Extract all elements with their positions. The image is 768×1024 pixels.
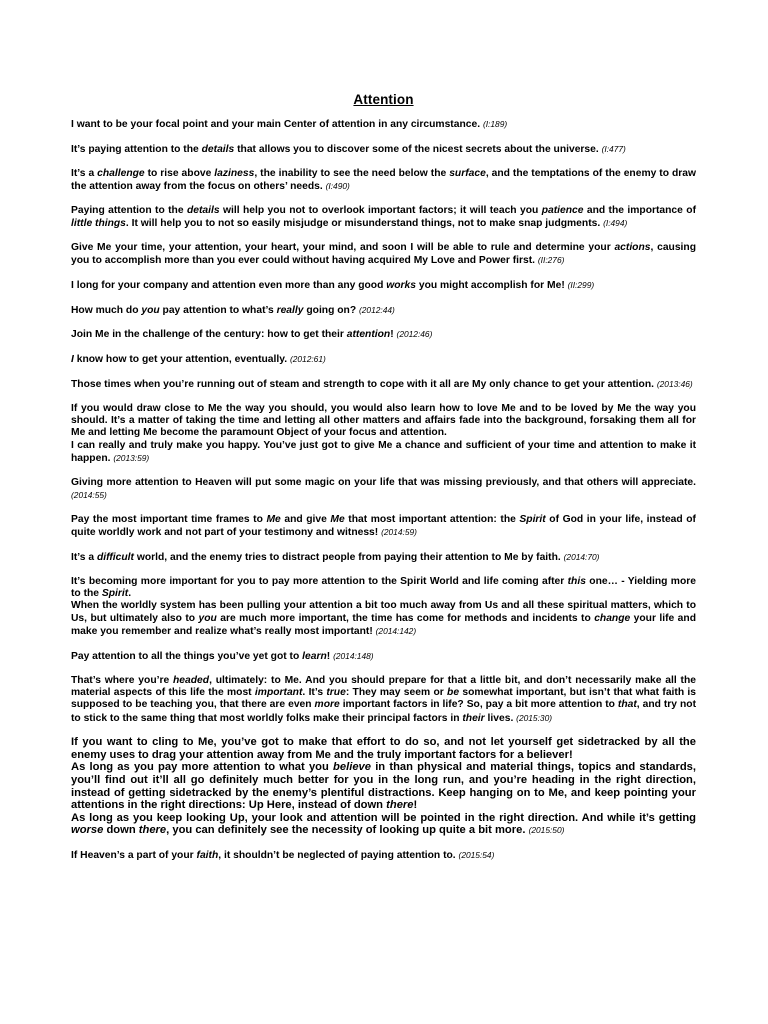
paragraph bbox=[71, 403, 696, 465]
paragraph bbox=[71, 378, 696, 391]
emphasis-text: faith bbox=[196, 849, 219, 861]
emphasis-text: more bbox=[314, 699, 340, 711]
paragraph-text: , and try not to stick to the same thing that most worldly folks make their principal factors in bbox=[71, 699, 696, 724]
source-reference: (2015:54) bbox=[458, 849, 495, 860]
paragraph-text: and the importance of bbox=[583, 204, 696, 216]
paragraph-text: important factors in life? So, pay a bit more attention to bbox=[339, 699, 618, 711]
paragraph-text: . It’s bbox=[302, 686, 327, 698]
paragraph-text: Giving more attention to Heaven will put some magic on your life that was missing previously, and that others will appreciate. bbox=[71, 476, 696, 488]
source-reference: (II:299) bbox=[567, 279, 595, 290]
paragraph-text: Give Me your time, your attention, your heart, your mind, and soon I will be able to rule and determine your bbox=[71, 241, 615, 253]
emphasis-text: surface bbox=[449, 167, 486, 179]
paragraph-text: ! bbox=[413, 799, 418, 812]
paragraph-text: know how to get your attention, eventually. bbox=[73, 354, 290, 366]
emphasis-text: true bbox=[326, 686, 346, 698]
source-reference: (2013:46) bbox=[656, 379, 693, 390]
source-reference: (II:276) bbox=[537, 255, 565, 266]
source-reference: (2015:50) bbox=[528, 825, 565, 836]
paragraph-text: If you would draw close to Me the way you should, you would also learn how to love Me and to be loved by Me the way you should. It’s a matter of taking the time and letting all other matters and affairs fade into the background, forsaking them all for Me and letting Me become the paramount Object of your focus and attention. bbox=[71, 402, 696, 439]
emphasis-text: important bbox=[254, 686, 303, 698]
paragraph-text: Join Me in the challenge of the century: how to get their bbox=[71, 329, 347, 341]
emphasis-text: believe bbox=[333, 761, 371, 774]
emphasis-text: laziness bbox=[214, 167, 255, 179]
source-reference: (I:490) bbox=[325, 180, 350, 191]
source-reference: (2014:55) bbox=[71, 490, 107, 501]
paragraph-text: , and the temptations of the enemy to draw the attention away from the focus on others’ needs. bbox=[71, 167, 696, 192]
source-reference: (2012:44) bbox=[358, 304, 395, 315]
emphasis-text: challenge bbox=[97, 167, 145, 179]
emphasis-text: worse bbox=[71, 824, 104, 837]
source-reference: (2012:61) bbox=[289, 354, 326, 365]
emphasis-text: Spirit bbox=[519, 513, 546, 525]
emphasis-text: you bbox=[141, 304, 160, 316]
paragraph bbox=[71, 143, 696, 156]
emphasis-text: really bbox=[276, 304, 304, 316]
paragraph-text: ! bbox=[326, 650, 334, 662]
paragraph-text: somewhat important, but isn’t that what faith is supposed to be teaching you, that there are even bbox=[71, 686, 697, 711]
paragraph-text: your life and make you remember and realize what’s really most important! bbox=[71, 612, 696, 638]
paragraph bbox=[71, 650, 696, 663]
paragraph-text: of God in your life, instead of quite worldly work and not part of your testimony and witness! bbox=[71, 513, 696, 539]
paragraph-text: Pay attention to all the things you’ve yet got to bbox=[71, 650, 303, 662]
paragraph-text: That’s where you’re bbox=[71, 674, 174, 686]
emphasis-text: attention bbox=[346, 329, 391, 341]
paragraph bbox=[71, 279, 696, 292]
source-reference: (I:477) bbox=[601, 143, 626, 154]
paragraph-text: Paying attention to the bbox=[71, 204, 187, 216]
paragraph-text: you might accomplish for Me! bbox=[416, 279, 568, 291]
emphasis-text: this bbox=[567, 575, 586, 587]
emphasis-text: headed bbox=[173, 674, 210, 686]
paragraph-text: one… - Yielding more to the bbox=[71, 575, 696, 600]
emphasis-text: difficult bbox=[96, 552, 134, 564]
paragraph bbox=[71, 304, 696, 317]
emphasis-text: there bbox=[138, 824, 167, 837]
paragraph-text: . bbox=[128, 588, 132, 600]
emphasis-text: you bbox=[198, 612, 217, 624]
emphasis-text: their bbox=[462, 712, 485, 724]
emphasis-text: works bbox=[386, 279, 416, 291]
paragraph-text: down bbox=[103, 824, 139, 837]
paragraph-text: I long for your company and attention even more than any good bbox=[71, 279, 387, 291]
paragraph bbox=[71, 477, 696, 503]
paragraph-text: that most important attention: the bbox=[344, 513, 520, 525]
emphasis-text: details bbox=[186, 204, 220, 216]
paragraph-text: Pay the most important time frames to bbox=[71, 513, 267, 525]
emphasis-text: patience bbox=[541, 204, 584, 216]
paragraph-text: lives. bbox=[484, 712, 517, 724]
paragraph-text: As long as you pay more attention to what you bbox=[71, 761, 334, 774]
paragraph bbox=[71, 576, 696, 638]
source-reference: (2013:59) bbox=[113, 453, 150, 464]
paragraph-text: that allows you to discover some of the nicest secrets about the universe. bbox=[234, 143, 602, 155]
page-title: Attention bbox=[353, 92, 414, 107]
paragraph bbox=[71, 168, 696, 194]
paragraph bbox=[71, 242, 696, 268]
paragraph-text: : They may seem or bbox=[345, 686, 448, 698]
emphasis-text: be bbox=[447, 686, 460, 698]
paragraph-text: , you can definitely see the necessity of looking up quite a bit more. bbox=[166, 824, 529, 837]
paragraph-text: It’s becoming more important for you to pay more attention to the Spirit World and life coming after bbox=[71, 575, 568, 587]
paragraph bbox=[71, 514, 696, 540]
paragraph-text: Those times when you’re running out of steam and strength to cope with it all are My only chance to get your attention. bbox=[71, 379, 657, 391]
emphasis-text: Me bbox=[330, 513, 345, 525]
paragraph-text: It’s a bbox=[71, 552, 97, 564]
paragraph-text: , the inability to see the need below the bbox=[254, 167, 450, 179]
paragraph-text: pay attention to what’s bbox=[159, 304, 277, 316]
paragraph-text: and give bbox=[280, 513, 331, 525]
paragraph-text: . It will help you to not so easily misjudge or misunderstand things, not to make snap judgments. bbox=[125, 217, 604, 229]
paragraph-text: It’s paying attention to the bbox=[71, 143, 202, 155]
source-reference: (2012:46) bbox=[396, 329, 433, 340]
source-reference: (2014:142) bbox=[375, 626, 417, 637]
source-reference: (I:189) bbox=[482, 119, 508, 129]
paragraph bbox=[71, 736, 696, 837]
source-reference: (2014:59) bbox=[381, 527, 417, 538]
source-reference: (2014:148) bbox=[333, 650, 374, 661]
paragraph bbox=[71, 353, 696, 366]
paragraph-text: , ultimately: to Me. And you should prepare for that a little bit, and don’t necessarily make all the material aspects of this life the most bbox=[71, 674, 696, 698]
emphasis-text: change bbox=[594, 612, 631, 624]
paragraph-text: will help you not to overlook important factors; it will teach you bbox=[219, 204, 542, 216]
paragraph bbox=[71, 118, 696, 131]
emphasis-text: learn bbox=[302, 650, 327, 662]
emphasis-text: that bbox=[617, 699, 637, 711]
paragraph-text: to rise above bbox=[144, 167, 215, 179]
paragraph-text: ! bbox=[390, 329, 397, 341]
paragraph-text: It’s a bbox=[71, 167, 98, 179]
paragraph-text: If you want to cling to Me, you’ve got to make that effort to do so, and not let yourself get sidetracked by all the enemy uses to drag your attention away from Me and the truly important factors for a believer! bbox=[71, 736, 696, 761]
paragraph bbox=[71, 849, 696, 862]
emphasis-text: I bbox=[71, 354, 74, 366]
emphasis-text: Spirit bbox=[101, 588, 129, 600]
source-reference: (2015:30) bbox=[516, 712, 553, 723]
paragraph-text: world, and the enemy tries to distract people from paying their attention to Me by faith. bbox=[133, 552, 564, 564]
paragraph-text: in than physical and material things, topics and standards, you’ll find out it’ll all go definitely much better for you in the long run, and you’re heading in the right direction, instead of getting sidetracked by the enemy’s plentiful distractions. Keep hanging on to Me, and keep pointing your attentions in the right directions: Up Here, instead of down bbox=[71, 761, 696, 812]
paragraph bbox=[71, 551, 696, 564]
paragraph-text: I want to be your focal point and your main Center of attention in any circumstance. bbox=[71, 119, 483, 130]
document-body bbox=[71, 118, 696, 862]
paragraph-text: going on? bbox=[303, 304, 359, 316]
source-reference: (2014:70) bbox=[563, 552, 600, 563]
paragraph-text: I can really and truly make you happy. You’ve just got to give Me a chance and sufficient of your time and attention to make it happen. bbox=[71, 439, 696, 465]
paragraph bbox=[71, 328, 696, 341]
emphasis-text: details bbox=[201, 143, 235, 155]
paragraph-text: If Heaven’s a part of your bbox=[71, 849, 197, 861]
paragraph bbox=[71, 675, 696, 725]
paragraph-text: , it shouldn’t be neglected of paying attention to. bbox=[218, 849, 459, 861]
emphasis-text: there bbox=[386, 799, 414, 812]
emphasis-text: Me bbox=[266, 513, 281, 525]
emphasis-text: little things bbox=[71, 217, 126, 229]
paragraph-text: are much more important, the time has come for methods and incidents to bbox=[216, 612, 595, 624]
paragraph-text: As long as you keep looking Up, your look and attention will be pointed in the right direction. And while it’s getting bbox=[71, 811, 696, 824]
paragraph-text: How much do bbox=[71, 304, 142, 316]
source-reference: (I:494) bbox=[603, 217, 628, 228]
emphasis-text: actions bbox=[614, 241, 651, 253]
paragraph-text: , causing you to accomplish more than you ever could without having acquired My Love and Power first. bbox=[71, 241, 696, 267]
paragraph-text: When the worldly system has been pulling your attention a bit too much away from Us and all these spiritual matters, which to Us, but ultimately also to bbox=[71, 600, 696, 624]
paragraph bbox=[71, 205, 696, 231]
